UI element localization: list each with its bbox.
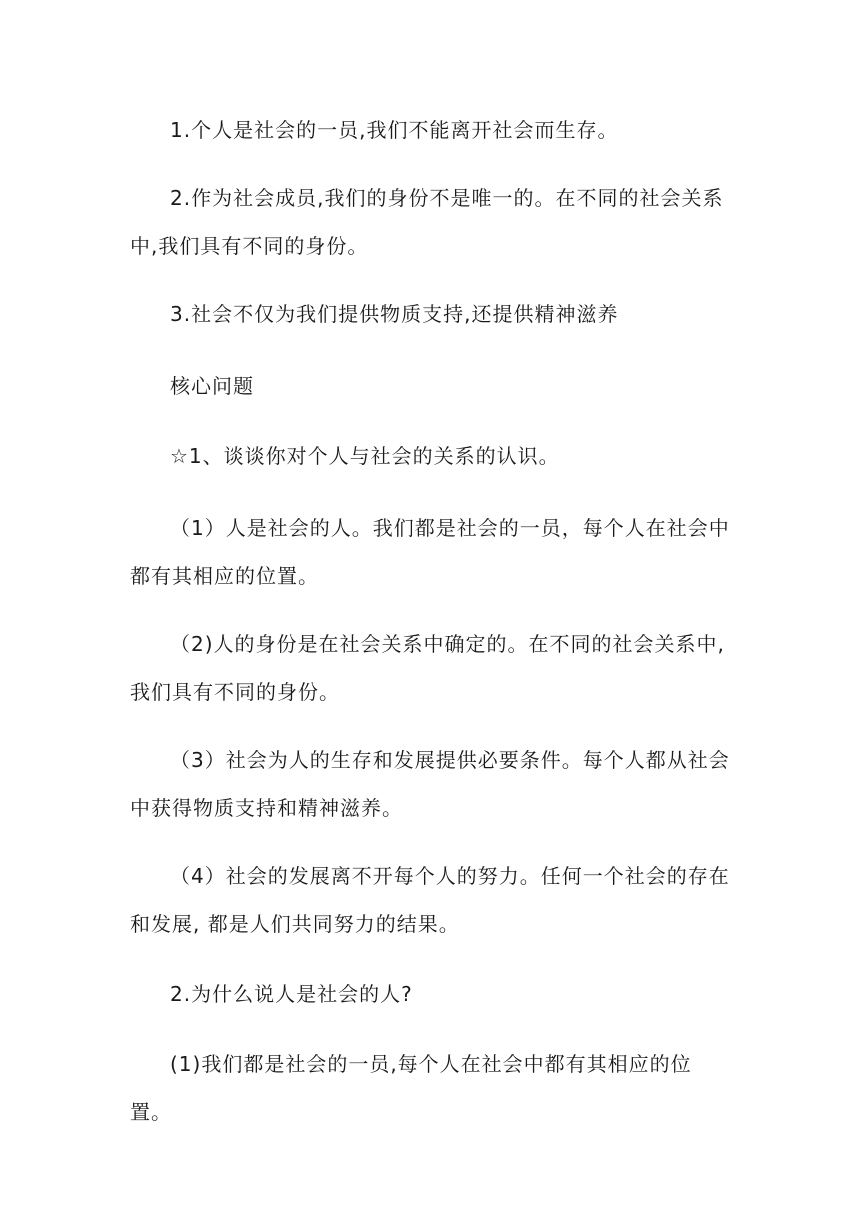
paragraph-1: 1.个人是社会的一员,我们不能离开社会而生存。 <box>170 118 619 142</box>
paragraph-3: 3.社会不仅为我们提供物质支持,还提供精神滋养 <box>170 302 619 326</box>
answer-2-point-1: (1)我们都是社会的一员,每个人在社会中都有其相应的位置。 <box>130 1052 692 1124</box>
section-heading: 核心问题 <box>170 374 254 398</box>
question-2: 2.为什么说人是社会的人? <box>170 982 413 1006</box>
answer-1-point-2: （2)人的身份是在社会关系中确定的。在不同的社会关系中,我们具有不同的身份。 <box>130 632 725 704</box>
answer-1-point-1: （1）人是社会的人。我们都是社会的一员，每个人在社会中都有其相应的位置。 <box>130 516 730 588</box>
answer-1-point-4: （4）社会的发展离不开每个人的努力。任何一个社会的存在和发展, 都是人们共同努力的结果。 <box>130 864 730 936</box>
question-1: ☆1、谈谈你对个人与社会的关系的认识。 <box>170 444 560 468</box>
paragraph-2: 2.作为社会成员,我们的身份不是唯一的。在不同的社会关系中,我们具有不同的身份。 <box>130 186 724 258</box>
answer-1-point-3: （3）社会为人的生存和发展提供必要条件。每个人都从社会中获得物质支持和精神滋养。 <box>130 748 730 820</box>
